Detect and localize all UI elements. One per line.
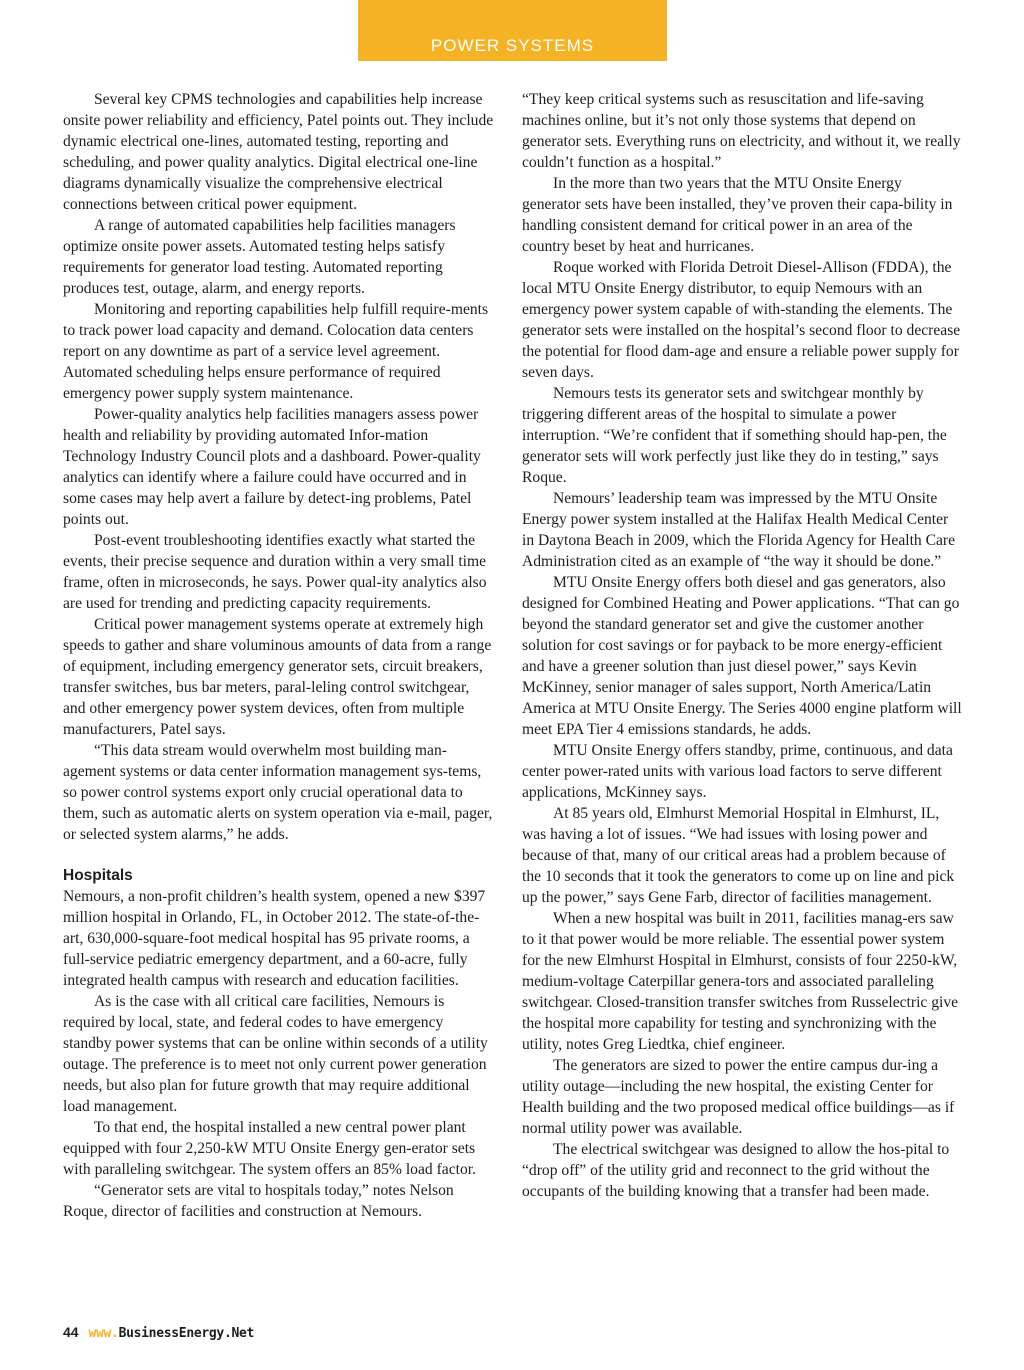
section-tab [358, 0, 667, 61]
paragraph: “This data stream would overwhelm most building man-agement systems or data center information management sys-tems, so power control systems export only crucial operational data to them, such as automatic alerts on system operation via e-mail, pager, or selected system alarms,” he adds. [63, 742, 493, 843]
paragraph: Nemours tests its generator sets and switchgear monthly by triggering different areas of the hospital to simulate a power interruption. “We’re confident that if something should hap-pen, the generator sets will work perfectly just like they do in testing,” says Roque. [522, 385, 947, 486]
paragraph: At 85 years old, Elmhurst Memorial Hospital in Elmhurst, IL, was having a lot of issues. “We had issues with losing power and because of that, many of our critical areas had a problem because of the 10 seconds that it took the generators to come up on line and pick up the power,” says Gene Farb, director of facilities management. [522, 805, 955, 906]
paragraph: “They keep critical systems such as resuscitation and life-saving machines online, but it’s not only those systems that depend on generator sets. Everything runs on electricity, and without it, we really couldn’t function as a hospital.” [522, 91, 961, 171]
paragraph: In the more than two years that the MTU Onsite Energy generator sets have been installed, they’ve proven their capa-bility in handling consistent demand for critical power in an area of the country beset by heat and hurricanes. [522, 175, 953, 255]
paragraph: Monitoring and reporting capabilities help fulfill require-ments to track power load capacity and demand. Colocation data centers report on any downtime as part of a service level agreement. Automated scheduling helps ensure performance of required emergency power supply system maintenance. [63, 301, 489, 402]
url-domain: BusinessEnergy.Net [118, 1326, 255, 1341]
paragraph: Roque worked with Florida Detroit Diesel-Allison (FDDA), the local MTU Onsite Energy distributor, to equip Nemours with an emergency power system capable of with-standing the elements. The generator sets were installed on the hospital’s second floor to decrease the potential for flood dam-age and ensure a reliable power supply for seven days. [522, 259, 961, 381]
section-tab-label: POWER SYSTEMS [430, 36, 595, 55]
paragraph: Critical power management systems operate at extremely high speeds to gather and share voluminous amounts of data from a range of equipment, including emergency generator sets, circuit breakers, transfer switches, bus bar meters, paral-leling control switchgear, and other emergency power system devices, often from multiple manufacturers, Patel says. [63, 616, 492, 738]
paragraph: To that end, the hospital installed a new central power plant equipped with four 2,250-kW MTU Onsite Energy gen-erator sets with paralleling switchgear. The system offers an 85% load factor. [63, 1119, 476, 1178]
left-column [63, 89, 495, 1222]
right-column [522, 89, 962, 1202]
paragraph: Nemours, a non-profit children’s health system, opened a new $397 million hospital in Orlando, FL, in October 2012. The state-of-the-art, 630,000-square-foot medical hospital has 95 private rooms, a full-service pediatric emergency department, and a 60-acre, fully integrated health campus with research and education facilities. [63, 888, 486, 989]
site-url[interactable] [88, 1326, 254, 1341]
paragraph: The electrical switchgear was designed to allow the hos-pital to “drop off” of the utility grid and reconnect to the grid without the occupants of the building knowing that a transfer had been made. [522, 1141, 950, 1200]
paragraph: When a new hospital was built in 2011, facilities manag-ers saw to it that power would be more reliable. The essential power system for the new Elmhurst Hospital in Elmhurst, consists of four 2250-kW, medium-voltage Caterpillar genera-tors and associated paralleling switchgear. Closed-transition transfer switches from Russelectric give the hospital more capability for testing and synchronizing with the utility, notes Greg Liedtka, chief engineer. [522, 910, 959, 1053]
paragraph: Power-quality analytics help facilities managers assess power health and reliability by providing automated Infor-mation Technology Industry Council plots and a dashboard. Power-quality analytics can identify where a failure could have occurred and in some cases may help avert a failure by detect-ing problems, Patel points out. [63, 406, 481, 528]
paragraph: MTU Onsite Energy offers standby, prime, continuous, and data center power-rated units with various load factors to serve different applications, McKinney says. [522, 742, 953, 801]
url-prefix: www. [88, 1326, 119, 1341]
paragraph: The generators are sized to power the entire campus dur-ing a utility outage—including the new hospital, the existing Center for Health building and the two proposed medical office buildings—as if normal utility power was available. [522, 1057, 955, 1137]
paragraph: A range of automated capabilities help facilities managers optimize onsite power assets. Automated testing helps satisfy requirements for generator load testing. Automated reporting produces test, outage, alarm, and energy reports. [63, 217, 456, 297]
paragraph: “Generator sets are vital to hospitals today,” notes Nelson Roque, director of facilities and construction at Nemours. [63, 1182, 454, 1220]
paragraph: Nemours’ leadership team was impressed by the MTU Onsite Energy power system installed at the Halifax Health Medical Center in Daytona Beach in 2009, which the Florida Agency for Health Care Administration cited as an example of “the way it should be done.” [522, 490, 956, 570]
paragraph: Several key CPMS technologies and capabilities help increase onsite power reliability and efficiency, Patel points out. They include dynamic electrical one-lines, automated testing, reporting and scheduling, and power quality analytics. Digital electrical one-line diagrams dynamically visualize the comprehensive electrical connections between critical power equipment. [63, 91, 494, 213]
page-number: 44 [63, 1324, 79, 1340]
paragraph: MTU Onsite Energy offers both diesel and gas generators, also designed for Combined Heating and Power applications. “That can go beyond the standard generator set and give the customer another solution for cost savings or for payback to be more energy-efficient and have a greener solution than just diesel power,” says Kevin McKinney, senior manager of sales support, North America/Latin America at MTU Onsite Energy. The Series 4000 engine platform will meet EPA Tier 4 emissions standards, he adds. [522, 574, 962, 738]
paragraph: As is the case with all critical care facilities, Nemours is required by local, state, and federal codes to have emergency standby power systems that can be online within seconds of a utility outage. The preference is to meet not only current power generation needs, but also plan for future growth that may require additional load management. [63, 993, 488, 1115]
subhead-hospitals: Hospitals [63, 867, 133, 884]
page-footer [63, 1324, 254, 1341]
paragraph: Post-event troubleshooting identifies exactly what started the events, their precise sequence and duration within a very small time frame, often in microseconds, he says. Power qual-ity analytics also are used for trending and predicting capacity requirements. [63, 532, 487, 612]
